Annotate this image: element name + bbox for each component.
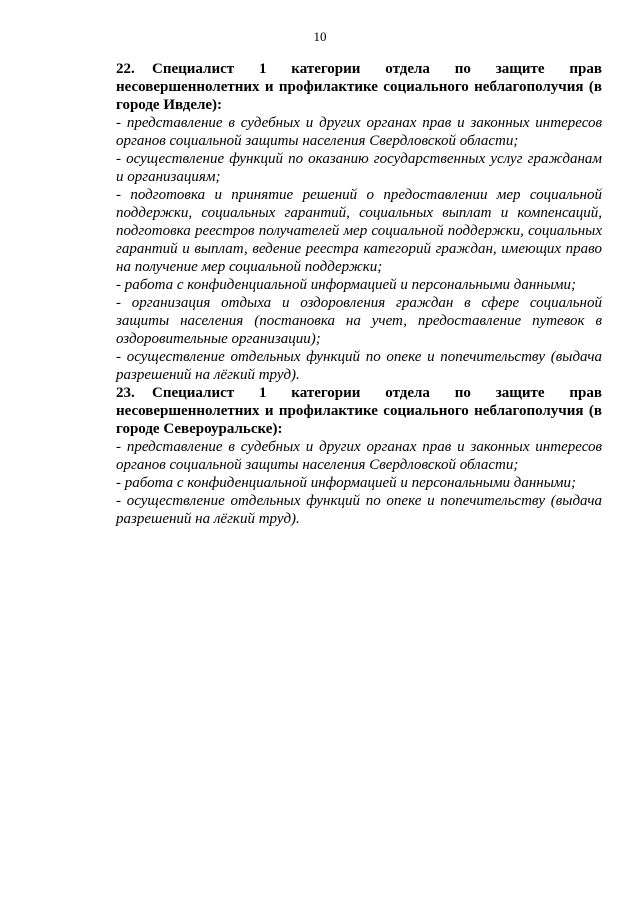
duty-item: - организация отдыха и оздоровления граждан в сфере социальной защиты населения (постановка на учет, предоставление путевок в оздоровительные организации); [116,295,602,347]
section-heading [116,60,602,114]
duty-item: - представление в судебных и других органах прав и законных интересов органов социальной защиты населения Свердловской области; [116,115,602,149]
section-22 [116,60,602,384]
duty-item: - работа с конфиденциальной информацией и персональными данными; [116,475,576,491]
document-body [116,60,602,528]
section-heading [116,384,602,438]
section-number: 23. [116,385,135,401]
section-23 [116,384,602,528]
section-title: Специалист 1 категории отдела по защите прав несовершеннолетних и профилактике социального неблагополучия (в городе Ивделе): [116,61,602,113]
page-number: 10 [313,29,327,44]
duty-item: - представление в судебных и других органах прав и законных интересов органов социальной защиты населения Свердловской области; [116,439,602,473]
duty-item: - подготовка и принятие решений о предоставлении мер социальной поддержки, социальных гарантий, социальных выплат и компенсаций, подготовка реестров получателей мер социальной поддержки, социальных гарантий и выплат, ведение реестра категорий граждан, имеющих право на получение мер социальной поддержки; [116,187,602,275]
duty-item: - осуществление функций по оказанию государственных услуг гражданам и организациям; [116,151,602,185]
section-title: Специалист 1 категории отдела по защите прав несовершеннолетних и профилактике социального неблагополучия (в городе Североуральске): [116,385,602,437]
duty-item: - осуществление отдельных функций по опеке и попечительству (выдача разрешений на лёгкий труд). [116,349,602,383]
section-number: 22. [116,61,135,77]
duty-item: - осуществление отдельных функций по опеке и попечительству (выдача разрешений на лёгкий труд). [116,493,602,527]
duty-item: - работа с конфиденциальной информацией и персональными данными; [116,277,576,293]
